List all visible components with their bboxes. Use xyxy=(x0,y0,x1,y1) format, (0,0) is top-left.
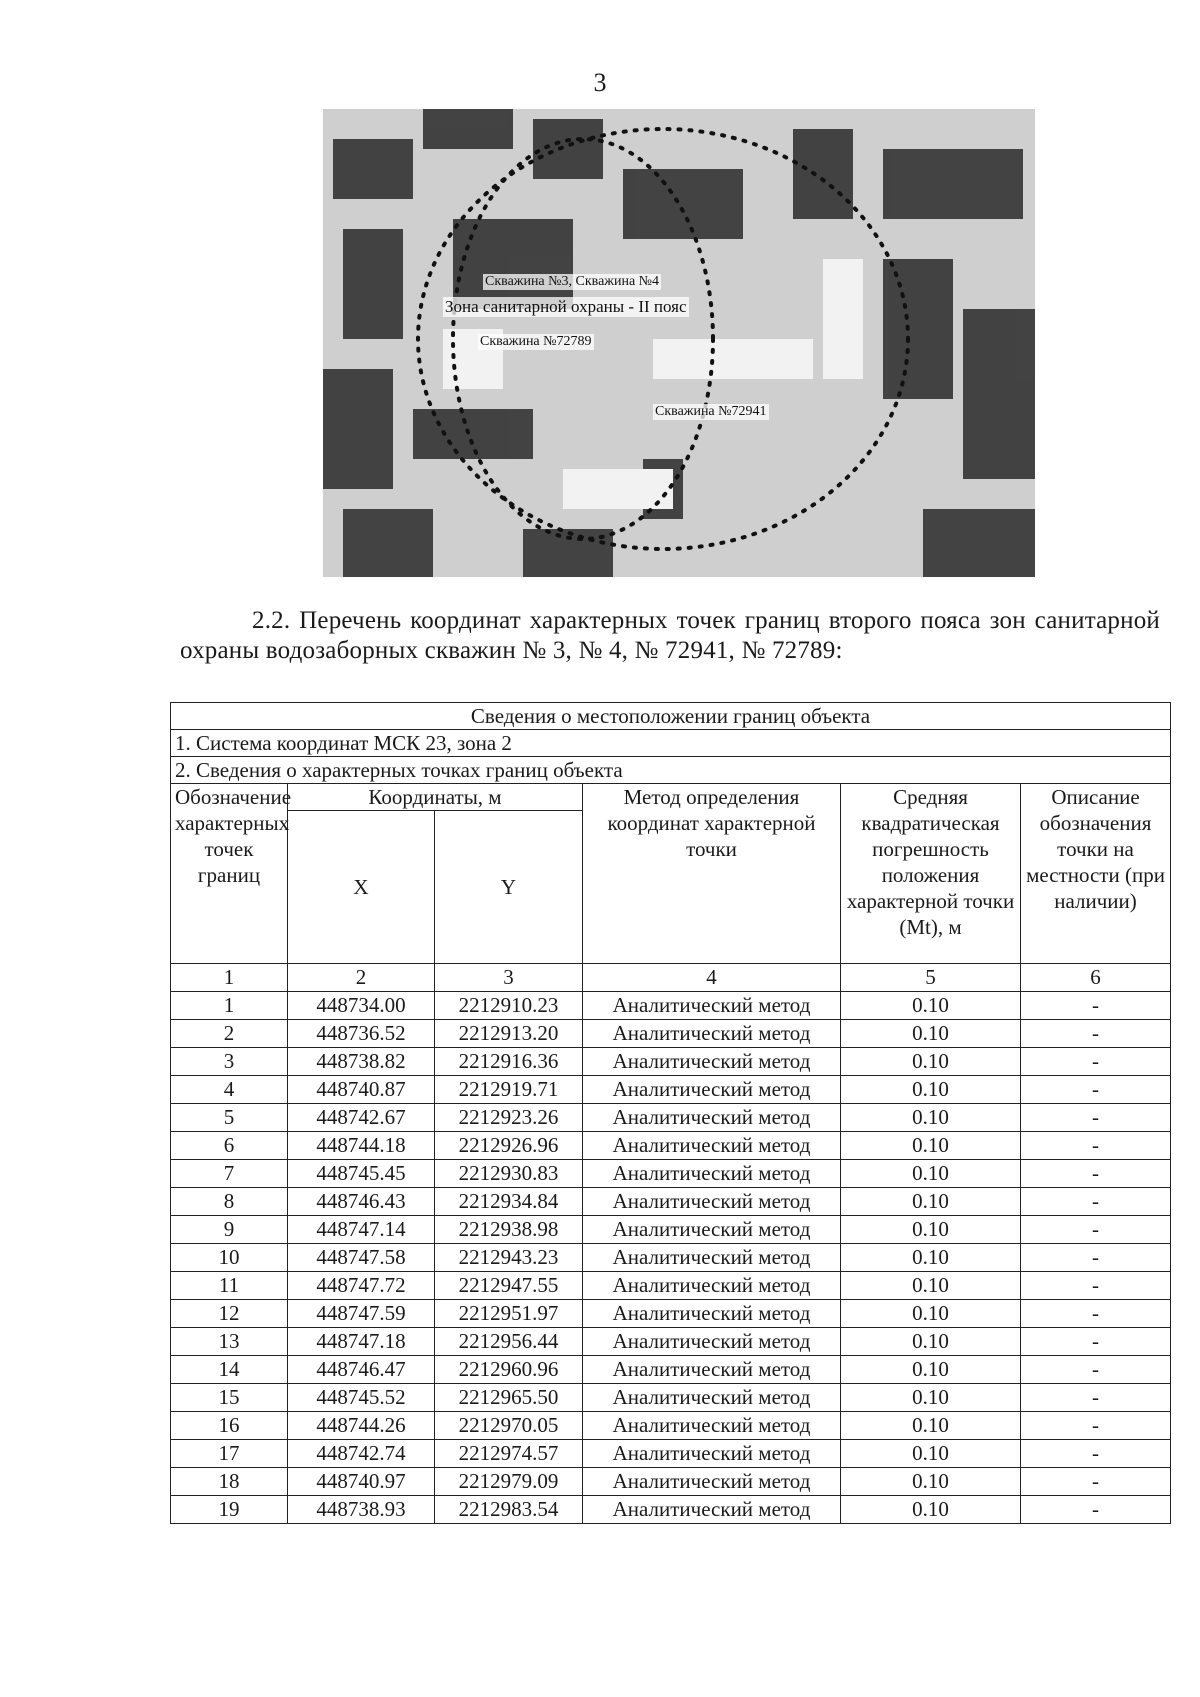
table-row xyxy=(171,1412,1171,1440)
cell-x: 448738.93 xyxy=(288,1496,435,1524)
table-row xyxy=(171,1384,1171,1412)
cell-y: 2212916.36 xyxy=(435,1048,583,1076)
cell-mt: 0.10 xyxy=(841,1440,1021,1468)
header-coordinates: Координаты, м xyxy=(288,784,583,811)
cell-y: 2212965.50 xyxy=(435,1384,583,1412)
header-y: Y xyxy=(435,811,583,964)
table-row xyxy=(171,1440,1171,1468)
cell-method: Аналитический метод xyxy=(583,1048,841,1076)
header-description: Описание обозначения точки на местности (при наличии) xyxy=(1021,784,1171,964)
cell-description: - xyxy=(1021,1132,1171,1160)
column-number: 6 xyxy=(1021,964,1171,992)
cell-method: Аналитический метод xyxy=(583,1132,841,1160)
cell-x: 448747.14 xyxy=(288,1216,435,1244)
table-row xyxy=(171,1328,1171,1356)
section-heading: 2.2. Перечень координат характерных точек границ второго пояса зон санитарной охраны водозаборных скважин № 3, № 4, № 72941, № 72789: xyxy=(180,607,1160,664)
cell-x: 448747.58 xyxy=(288,1244,435,1272)
cell-description: - xyxy=(1021,1048,1171,1076)
cell-method: Аналитический метод xyxy=(583,1440,841,1468)
cell-y: 2212974.57 xyxy=(435,1440,583,1468)
cell-mt: 0.10 xyxy=(841,1328,1021,1356)
cell-y: 2212913.20 xyxy=(435,1020,583,1048)
cell-description: - xyxy=(1021,1244,1171,1272)
cell-point-number: 19 xyxy=(171,1496,288,1524)
table-row xyxy=(171,1076,1171,1104)
cell-method: Аналитический метод xyxy=(583,1300,841,1328)
cell-method: Аналитический метод xyxy=(583,1384,841,1412)
column-number: 5 xyxy=(841,964,1021,992)
cell-mt: 0.10 xyxy=(841,1412,1021,1440)
cell-point-number: 5 xyxy=(171,1104,288,1132)
cell-x: 448742.67 xyxy=(288,1104,435,1132)
column-number: 2 xyxy=(288,964,435,992)
cell-y: 2212960.96 xyxy=(435,1356,583,1384)
map-label-wells-3-4: Скважина №3, Скважина №4 xyxy=(485,274,660,289)
header-error: Средняя квадратическая погрешность положения характерной точки (Mt), м xyxy=(841,784,1021,964)
cell-description: - xyxy=(1021,1356,1171,1384)
cell-mt: 0.10 xyxy=(841,1132,1021,1160)
cell-mt: 0.10 xyxy=(841,1244,1021,1272)
cell-mt: 0.10 xyxy=(841,1020,1021,1048)
table-title: Сведения о местоположении границ объекта xyxy=(171,703,1171,730)
cell-method: Аналитический метод xyxy=(583,1356,841,1384)
cell-x: 448745.52 xyxy=(288,1384,435,1412)
cell-y: 2212951.97 xyxy=(435,1300,583,1328)
aerial-map-drawing xyxy=(323,109,1035,577)
cell-point-number: 12 xyxy=(171,1300,288,1328)
cell-x: 448745.45 xyxy=(288,1160,435,1188)
map-label-zone: Зона санитарной охраны - II пояс xyxy=(445,297,687,316)
header-method: Метод определения координат характерной точки xyxy=(583,784,841,964)
cell-method: Аналитический метод xyxy=(583,1188,841,1216)
cell-description: - xyxy=(1021,992,1171,1020)
cell-mt: 0.10 xyxy=(841,992,1021,1020)
table-row xyxy=(171,1048,1171,1076)
cell-y: 2212970.05 xyxy=(435,1412,583,1440)
cell-description: - xyxy=(1021,1104,1171,1132)
cell-mt: 0.10 xyxy=(841,1048,1021,1076)
cell-method: Аналитический метод xyxy=(583,1496,841,1524)
cell-x: 448747.18 xyxy=(288,1328,435,1356)
table-body xyxy=(171,992,1171,1524)
cell-x: 448744.26 xyxy=(288,1412,435,1440)
cell-description: - xyxy=(1021,1440,1171,1468)
column-number: 1 xyxy=(171,964,288,992)
cell-point-number: 7 xyxy=(171,1160,288,1188)
cell-mt: 0.10 xyxy=(841,1188,1021,1216)
cell-y: 2212956.44 xyxy=(435,1328,583,1356)
cell-point-number: 3 xyxy=(171,1048,288,1076)
cell-point-number: 11 xyxy=(171,1272,288,1300)
cell-description: - xyxy=(1021,1272,1171,1300)
cell-description: - xyxy=(1021,1076,1171,1104)
cell-description: - xyxy=(1021,1020,1171,1048)
cell-method: Аналитический метод xyxy=(583,1244,841,1272)
cell-method: Аналитический метод xyxy=(583,1020,841,1048)
cell-y: 2212983.54 xyxy=(435,1496,583,1524)
cell-x: 448736.52 xyxy=(288,1020,435,1048)
cell-x: 448744.18 xyxy=(288,1132,435,1160)
cell-y: 2212919.71 xyxy=(435,1076,583,1104)
cell-x: 448747.72 xyxy=(288,1272,435,1300)
cell-y: 2212930.83 xyxy=(435,1160,583,1188)
cell-x: 448740.87 xyxy=(288,1076,435,1104)
cell-x: 448746.47 xyxy=(288,1356,435,1384)
cell-point-number: 1 xyxy=(171,992,288,1020)
cell-description: - xyxy=(1021,1412,1171,1440)
cell-y: 2212938.98 xyxy=(435,1216,583,1244)
cell-method: Аналитический метод xyxy=(583,1160,841,1188)
cell-method: Аналитический метод xyxy=(583,1216,841,1244)
cell-point-number: 6 xyxy=(171,1132,288,1160)
table-row xyxy=(171,1244,1171,1272)
table-row xyxy=(171,1020,1171,1048)
table-row xyxy=(171,1272,1171,1300)
cell-point-number: 13 xyxy=(171,1328,288,1356)
table-row xyxy=(171,1216,1171,1244)
cell-point-number: 8 xyxy=(171,1188,288,1216)
cell-mt: 0.10 xyxy=(841,1216,1021,1244)
cell-y: 2212934.84 xyxy=(435,1188,583,1216)
table-row xyxy=(171,1468,1171,1496)
cell-point-number: 2 xyxy=(171,1020,288,1048)
table-row xyxy=(171,1160,1171,1188)
header-designation: Обозначение характерных точек границ xyxy=(171,784,288,964)
cell-x: 448742.74 xyxy=(288,1440,435,1468)
column-number: 4 xyxy=(583,964,841,992)
cell-y: 2212979.09 xyxy=(435,1468,583,1496)
cell-mt: 0.10 xyxy=(841,1356,1021,1384)
table-row xyxy=(171,1356,1171,1384)
map-label-well-72789: Скважина №72789 xyxy=(480,334,592,349)
cell-point-number: 10 xyxy=(171,1244,288,1272)
cell-method: Аналитический метод xyxy=(583,992,841,1020)
cell-y: 2212926.96 xyxy=(435,1132,583,1160)
cell-method: Аналитический метод xyxy=(583,1104,841,1132)
cell-description: - xyxy=(1021,1384,1171,1412)
cell-method: Аналитический метод xyxy=(583,1468,841,1496)
cell-point-number: 18 xyxy=(171,1468,288,1496)
cell-mt: 0.10 xyxy=(841,1076,1021,1104)
cell-description: - xyxy=(1021,1496,1171,1524)
table-row xyxy=(171,1188,1171,1216)
cell-y: 2212923.26 xyxy=(435,1104,583,1132)
cell-point-number: 15 xyxy=(171,1384,288,1412)
table-row xyxy=(171,1300,1171,1328)
cell-method: Аналитический метод xyxy=(583,1412,841,1440)
table-coordinate-system: 1. Система координат МСК 23, зона 2 xyxy=(171,730,1171,757)
cell-y: 2212943.23 xyxy=(435,1244,583,1272)
cell-method: Аналитический метод xyxy=(583,1328,841,1356)
cell-mt: 0.10 xyxy=(841,1300,1021,1328)
cell-mt: 0.10 xyxy=(841,1272,1021,1300)
cell-description: - xyxy=(1021,1188,1171,1216)
cell-mt: 0.10 xyxy=(841,1468,1021,1496)
aerial-map-image xyxy=(323,109,1035,577)
coordinates-table xyxy=(170,702,1171,1524)
cell-mt: 0.10 xyxy=(841,1384,1021,1412)
map-label-well-72941: Скважина №72941 xyxy=(655,404,767,419)
cell-point-number: 9 xyxy=(171,1216,288,1244)
cell-x: 448738.82 xyxy=(288,1048,435,1076)
table-row xyxy=(171,1132,1171,1160)
cell-method: Аналитический метод xyxy=(583,1272,841,1300)
cell-description: - xyxy=(1021,1300,1171,1328)
cell-point-number: 4 xyxy=(171,1076,288,1104)
column-numbers-row xyxy=(171,964,1171,992)
cell-y: 2212947.55 xyxy=(435,1272,583,1300)
cell-x: 448746.43 xyxy=(288,1188,435,1216)
table-row xyxy=(171,1104,1171,1132)
page-number: 3 xyxy=(593,68,607,97)
cell-y: 2212910.23 xyxy=(435,992,583,1020)
cell-mt: 0.10 xyxy=(841,1496,1021,1524)
cell-point-number: 17 xyxy=(171,1440,288,1468)
column-number: 3 xyxy=(435,964,583,992)
cell-x: 448734.00 xyxy=(288,992,435,1020)
cell-x: 448740.97 xyxy=(288,1468,435,1496)
cell-mt: 0.10 xyxy=(841,1104,1021,1132)
table-section-title: 2. Сведения о характерных точках границ объекта xyxy=(171,757,1171,784)
cell-point-number: 16 xyxy=(171,1412,288,1440)
cell-description: - xyxy=(1021,1328,1171,1356)
cell-description: - xyxy=(1021,1216,1171,1244)
cell-description: - xyxy=(1021,1468,1171,1496)
cell-description: - xyxy=(1021,1160,1171,1188)
table-row xyxy=(171,992,1171,1020)
cell-point-number: 14 xyxy=(171,1356,288,1384)
cell-x: 448747.59 xyxy=(288,1300,435,1328)
cell-mt: 0.10 xyxy=(841,1160,1021,1188)
table-row xyxy=(171,1496,1171,1524)
header-x: X xyxy=(288,811,435,964)
cell-method: Аналитический метод xyxy=(583,1076,841,1104)
